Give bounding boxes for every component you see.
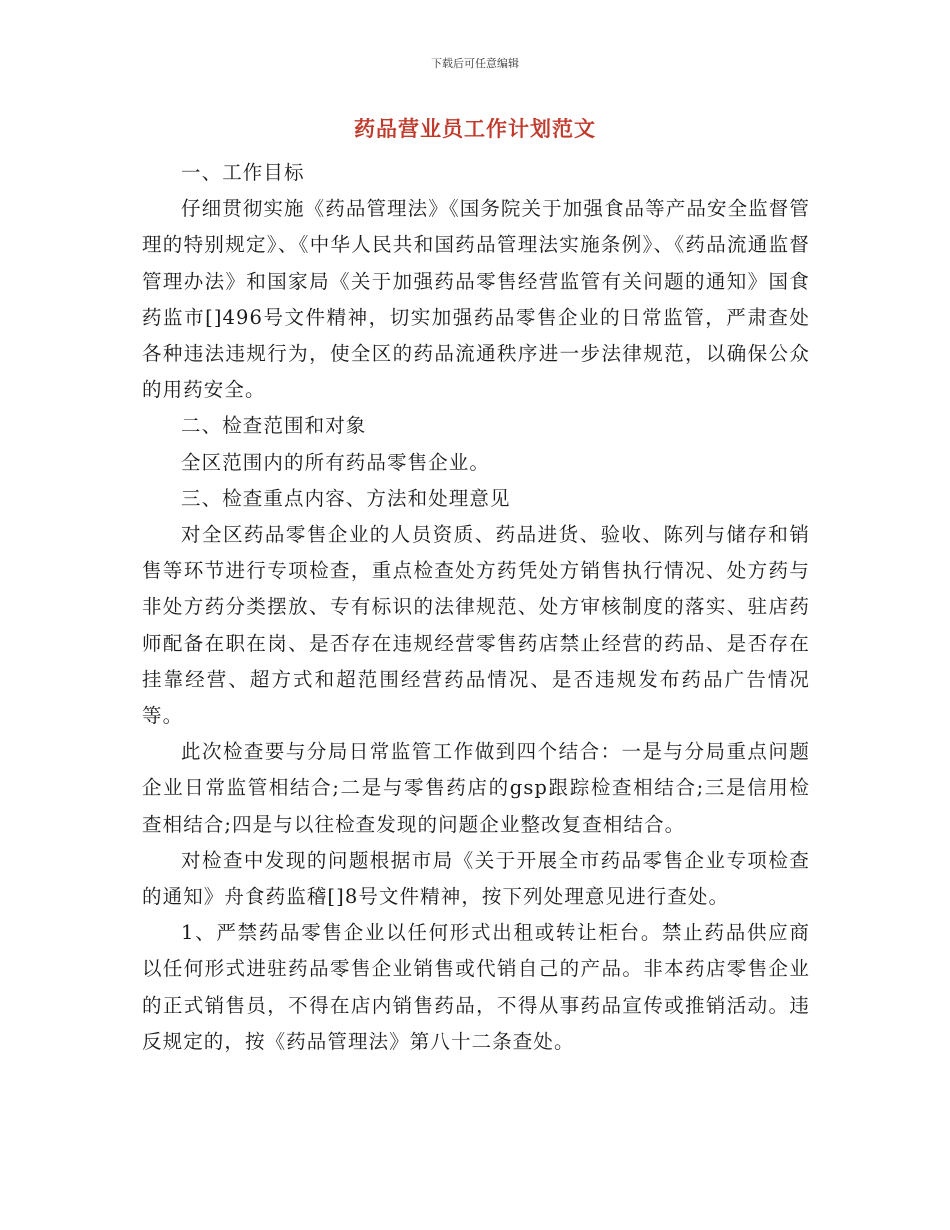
paragraph-rule-1: 1、严禁药品零售企业以任何形式出租或转让柜台。禁止药品供应商以任何形式进驻药品零售企业销售或代销自己的产品。非本药店零售企业的正式销售员，不得在店内销售药品，不得从事药品宣传或推销活动。违反规定的，按《药品管理法》第八十二条查处。 — [142, 921, 810, 1053]
paragraph-inspection-content: 对全区药品零售企业的人员资质、药品进货、验收、陈列与储存和销售等环节进行专项检查，重点检查处方药凭处方销售执行情况、处方药与非处方药分类摆放、专有标识的法律规范、处方审核制度的落实、驻店药师配备在职在岗、是否存在违规经营零售药店禁止经营的药品、是否存在挂靠经营、超方式和超范围经营药品情况、是否违规发布药品广告情况等。 — [142, 523, 810, 728]
section-heading-scope: 二、检查范围和对象 — [181, 414, 367, 438]
paragraph-scope: 全区范围内的所有药品零售企业。 — [181, 450, 491, 474]
section-heading-goals: 一、工作目标 — [181, 161, 305, 184]
header-note: 下载后可任意编辑 — [431, 57, 519, 70]
section-heading-inspection: 三、检查重点内容、方法和处理意见 — [181, 486, 511, 510]
paragraph-four-combinations: 此次检查要与分局日常监管工作做到四个结合：一是与分局重点问题企业日常监管相结合;二是与零售药店的gsp跟踪检查相结合;三是信用检查相结合;四是与以往检查发现的问题企业整改复查相结合。 — [142, 740, 810, 836]
document-title: 药品营业员工作计划范文 — [354, 116, 596, 141]
document-body — [142, 155, 810, 1060]
paragraph-handling: 对检查中发现的问题根据市局《关于开展全市药品零售企业专项检查的通知》舟食药监稽[]8号文件精神，按下列处理意见进行查处。 — [142, 848, 810, 909]
paragraph-goals: 仔细贯彻实施《药品管理法》《国务院关于加强食品等产品安全监督管理的特别规定》、《中华人民共和国药品管理法实施条例》、《药品流通监督管理办法》和国家局《关于加强药品零售经营监管有关问题的通知》国食药监市[]496号文件精神，切实加强药品零售企业的日常监管，严肃查处各种违法违规行为，使全区的药品流通秩序进一步法律规范，以确保公众的用药安全。 — [142, 197, 810, 402]
